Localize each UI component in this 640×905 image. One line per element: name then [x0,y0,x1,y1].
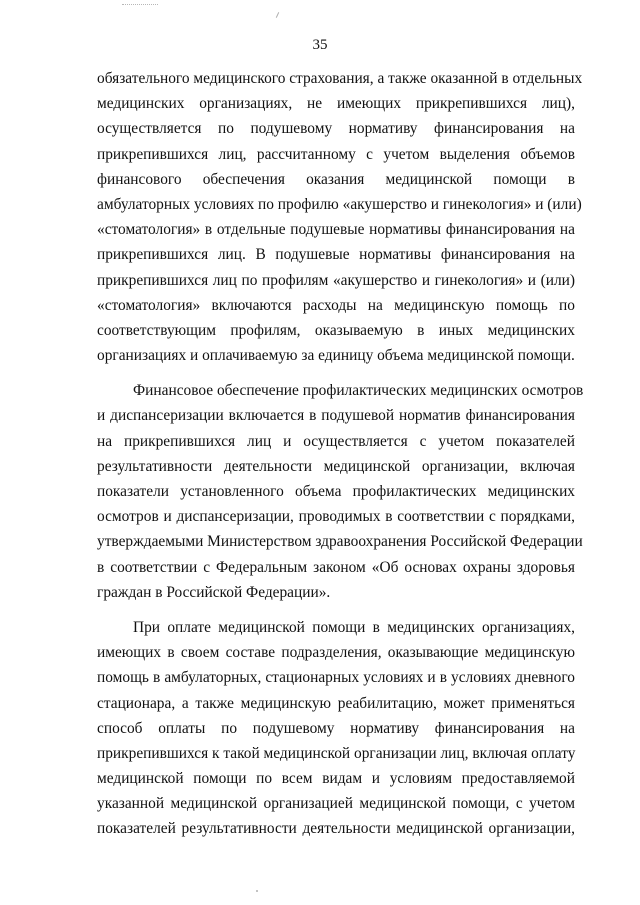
text-line: медицинских организациях, не имеющих прикрепившихся лиц), [97,95,575,113]
text-line: на прикрепившихся лиц и осуществляется с учетом показателей [97,432,575,450]
text-line: осмотров и диспансеризации, проводимых в соответствии с порядками, [97,508,575,526]
text-line: Финансовое обеспечение профилактических медицинских осмотров [133,382,584,400]
text-line: обязательного медицинского страхования, а также оказанной в отдельных [97,70,583,87]
paragraph-2 [97,378,584,605]
text-line: в соответствии с Федеральным законом «Об основах охраны здоровья [97,558,575,576]
text-line: указанной медицинской организацией медицинской помощи, с учетом [97,795,575,813]
text-line: помощь в амбулаторных, стационарных условиях и в условиях дневного [97,669,575,687]
text-line: прикрепившихся к такой медицинской организации лиц, включая оплату [97,744,576,762]
text-line: амбулаторных условиях по профилю «акушерство и гинекология» и (или) [97,195,582,213]
paragraph-spacing [97,368,575,378]
text-line: граждан в Российской Федерации». [97,583,331,601]
text-line: финансового обеспечения оказания медицинской помощи в [97,170,575,188]
text-line: соответствующим профилям, оказываемую в иных медицинских [97,321,575,339]
text-line: медицинской помощи по всем видам и условиям предоставляемой [97,770,575,788]
text-line: При оплате медицинской помощи в медицинских организациях, [133,618,575,636]
text-line: прикрепившихся лиц, рассчитанному с учетом выделения объемов [97,145,575,163]
text-line: организациях и оплачиваемую за единицу объема медицинской помощи. [97,347,575,365]
text-line: показателей результативности деятельности медицинской организации, [97,820,575,838]
document-body [97,66,584,842]
text-line: и диспансеризации включается в подушевой норматив финансирования [97,407,575,425]
page-number: 35 [312,37,328,53]
scan-artifact-dot [256,890,258,892]
text-line: стационара, а также медицинскую реабилитацию, может применяться [97,694,575,712]
text-line: осуществляется по подушевому нормативу финансирования на [97,120,575,138]
text-line: утверждаемыми Министерством здравоохранения Российской Федерации [97,533,583,551]
text-line: имеющих в своем составе подразделения, оказывающие медицинскую [97,644,575,662]
text-line: прикрепившихся лиц по профилям «акушерство и гинекология» и (или) [97,271,575,289]
scan-artifact [122,0,158,5]
text-line: «стоматология» в отдельные подушевые нормативы финансирования на [97,221,575,239]
scan-artifact-tick [276,12,279,18]
text-line: результативности деятельности медицинской организации, включая [97,457,575,475]
paragraph-3 [97,615,575,842]
paragraph-1 [97,66,583,368]
text-line: «стоматология» включаются расходы на медицинскую помощь по [97,296,575,314]
text-line: прикрепившихся лиц. В подушевые нормативы финансирования на [97,246,575,264]
text-line: способ оплаты по подушевому нормативу финансирования на [97,719,575,737]
paragraph-spacing [97,605,575,615]
text-line: показатели установленного объема профилактических медицинских [97,483,575,500]
